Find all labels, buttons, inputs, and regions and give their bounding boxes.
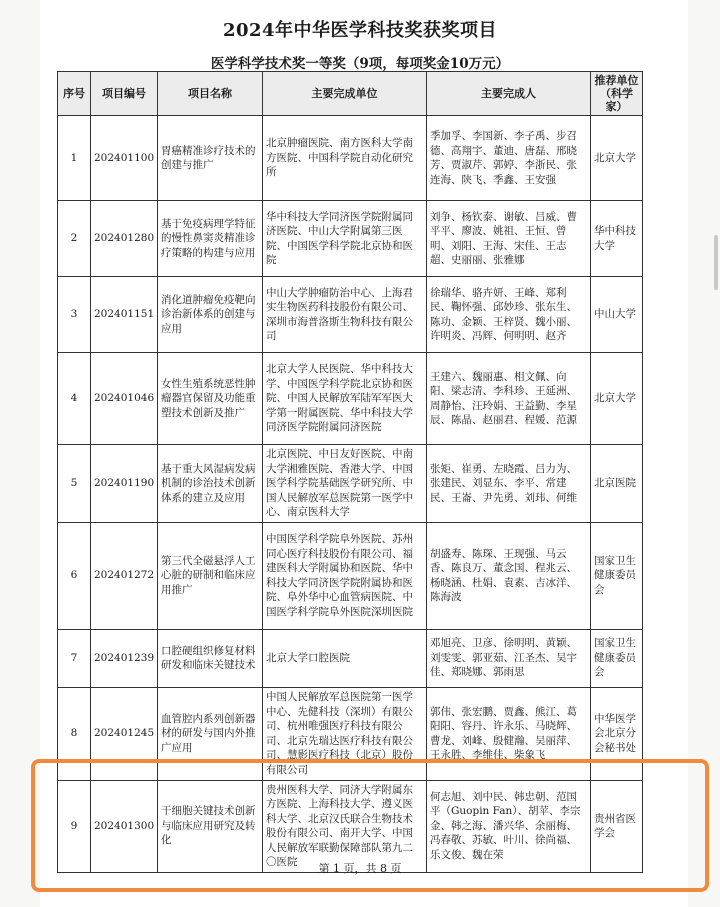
header-people: 主要完成人: [427, 72, 591, 116]
header-units: 主要完成单位: [263, 72, 427, 116]
row-people: 胡盛寿、陈琛、王现强、马云香、陈良万、董念国、程兆云、杨晓涵、杜娟、袁素、吉冰洋、陈海波: [427, 522, 591, 629]
table-row: [58, 780, 643, 872]
row-no: 5: [58, 445, 91, 523]
awards-table: [57, 71, 643, 873]
page-footer: 第 1 页，共 8 页: [318, 862, 402, 875]
row-people: 郭伟、张宏鹏、贾鑫、熊江、葛阳阳、容丹、许永乐、马晓辉、曹龙、刘峰、殷健瀚、吴丽萍、王永胜、李维佳、柴象飞: [427, 687, 591, 780]
row-recommender: 北京大学: [591, 116, 643, 201]
row-recommender: 国家卫生健康委员会: [591, 629, 643, 687]
row-people: 张矩、崔勇、左晓霞、吕力为、张建民、刘显东、李平、常建民、王崙、尹先勇、刘玮、何维: [427, 445, 591, 523]
table-row: [58, 201, 643, 277]
header-name: 项目名称: [158, 72, 263, 116]
table-row: [58, 522, 643, 629]
table-row: [58, 277, 643, 353]
table-row: [58, 116, 643, 201]
document-title: 2024年中华医学科技奖获奖项目: [222, 20, 498, 41]
row-name: 干细胞关键技术创新与临床应用研究及转化: [158, 780, 263, 872]
row-no: 9: [58, 780, 91, 872]
row-code: 202401280: [91, 201, 158, 277]
row-name: 第三代全磁悬浮人工心脏的研制和临床应用推广: [158, 522, 263, 629]
row-name: 胃癌精准诊疗技术的创建与推广: [158, 116, 263, 201]
row-units: 中国人民解放军总医院第一医学中心、先健科技（深圳）有限公司、杭州唯强医疗科技有限公司、北京先瑞达医疗科技有限公司、慧影医疗科技（北京）股份有限公司: [263, 687, 427, 780]
row-no: 3: [58, 277, 91, 353]
row-people: 刘争、杨钦泰、谢敏、吕威、曹平平、廖波、姚祖、王恒、曾明、刘阳、王海、宋佳、王志超、史丽丽、张雅娜: [427, 201, 591, 277]
row-code: 202401272: [91, 522, 158, 629]
row-name: 基于重大风湿病发病机制的诊治技术创新体系的建立及应用: [158, 445, 263, 523]
row-no: 1: [58, 116, 91, 201]
row-no: 8: [58, 687, 91, 780]
row-code: 202401151: [91, 277, 158, 353]
row-people: 王建六、魏丽惠、相文佩、向阳、梁志清、李科珍、王延洲、周静怡、汪玲娟、王益勤、李星辰、陈晶、赵丽君、程媛、范源: [427, 353, 591, 445]
row-recommender: 国家卫生健康委员会: [591, 522, 643, 629]
row-units: 中国医学科学院阜外医院、苏州同心医疗科技股份有限公司、福建医科大学附属协和医院、华中科技大学同济医学院附属协和医院、阜外华中心血管病医院、中国医学科学院阜外医院深圳医院: [263, 522, 427, 629]
scrollbar-thumb[interactable]: [714, 235, 718, 290]
table-row: [58, 445, 643, 523]
row-code: 202401245: [91, 687, 158, 780]
row-units: 北京医院、中日友好医院、中南大学湘雅医院、香港大学、中国医学科学院基础医学研究所、中国人民解放军总医院第一医学中心、南京医科大学: [263, 445, 427, 523]
row-recommender: 中华医学会北京分会秘书处: [591, 687, 643, 780]
document-subtitle: 医学科学技术奖一等奖（9项，每项奖金10万元）: [210, 56, 510, 72]
row-units: 中山大学肿瘤防治中心、上海君实生物医药科技股份有限公司、深圳市海普洛斯生物科技有限公司: [263, 277, 427, 353]
row-people: 邓旭亮、卫彦、徐明明、黄颖、刘雯雯、郭亚茹、江圣杰、吴宇佳、郑晓娜、郭雨思: [427, 629, 591, 687]
row-recommender: 贵州省医学会: [591, 780, 643, 872]
row-code: 202401300: [91, 780, 158, 872]
row-recommender: 北京大学: [591, 353, 643, 445]
row-no: 7: [58, 629, 91, 687]
row-code: 202401046: [91, 353, 158, 445]
header-no: 序号: [58, 72, 91, 116]
row-units: 北京肿瘤医院、南方医科大学南方医院、中国科学院自动化研究所: [263, 116, 427, 201]
row-recommender: 中山大学: [591, 277, 643, 353]
row-no: 4: [58, 353, 91, 445]
row-name: 血管腔内系列创新器材的研发与国内外推广应用: [158, 687, 263, 780]
row-units: 北京大学人民医院、华中科技大学、中国医学科学院北京协和医院、中国人民解放军陆军军医大学第一附属医院、华中科技大学同济医学院附属同济医院: [263, 353, 427, 445]
row-code: 202401190: [91, 445, 158, 523]
row-code: 202401100: [91, 116, 158, 201]
row-name: 消化道肿瘤免疫靶向诊治新体系的创建与应用: [158, 277, 263, 353]
header-code: 项目编号: [91, 72, 158, 116]
row-people: 徐瑞华、骆卉妍、王峰、郑利民、鞠怀强、邱妙珍、张东生、陈功、金颖、王梓贤、魏小丽、许明炎、冯辉、何明明、赵齐: [427, 277, 591, 353]
row-units: 贵州医科大学、同济大学附属东方医院、上海科技大学、遵义医科大学、北京汉氏联合生物技术股份有限公司、南开大学、中国人民解放军联勤保障部队第九二〇医院: [263, 780, 427, 872]
table-header-row: [58, 72, 643, 116]
row-no: 6: [58, 522, 91, 629]
table-row: [58, 629, 643, 687]
row-units: 北京大学口腔医院: [263, 629, 427, 687]
row-name: 基于免疫病理学特征的慢性鼻窦炎精准诊疗策略的构建与应用: [158, 201, 263, 277]
header-recommender: 推荐单位（科学家）: [591, 72, 643, 116]
row-people: 何志旭、刘中民、韩忠朝、范国平（Guopin Fan）、胡苹、李宗金、韩之海、潘兴华、余丽梅、冯春敬、苏敏、叶川、徐尚福、乐文俊、魏在荣: [427, 780, 591, 872]
row-units: 华中科技大学同济医学院附属同济医院、中山大学附属第三医院、中国医学科学院北京协和医院: [263, 201, 427, 277]
row-code: 202401239: [91, 629, 158, 687]
row-recommender: 北京医院: [591, 445, 643, 523]
row-recommender: 华中科技大学: [591, 201, 643, 277]
table-row: [58, 687, 643, 780]
table-row: [58, 353, 643, 445]
row-people: 季加孚、李国新、李子禹、步召德、高翔宇、董迪、唐磊、邢晓芳、贾淑芹、郭婷、李浙民、张连海、陕飞、季鑫、王安强: [427, 116, 591, 201]
row-name: 口腔硬组织修复材料研发和临床关键技术: [158, 629, 263, 687]
row-no: 2: [58, 201, 91, 277]
row-name: 女性生殖系统恶性肿瘤器官保留及功能重塑技术创新及推广: [158, 353, 263, 445]
